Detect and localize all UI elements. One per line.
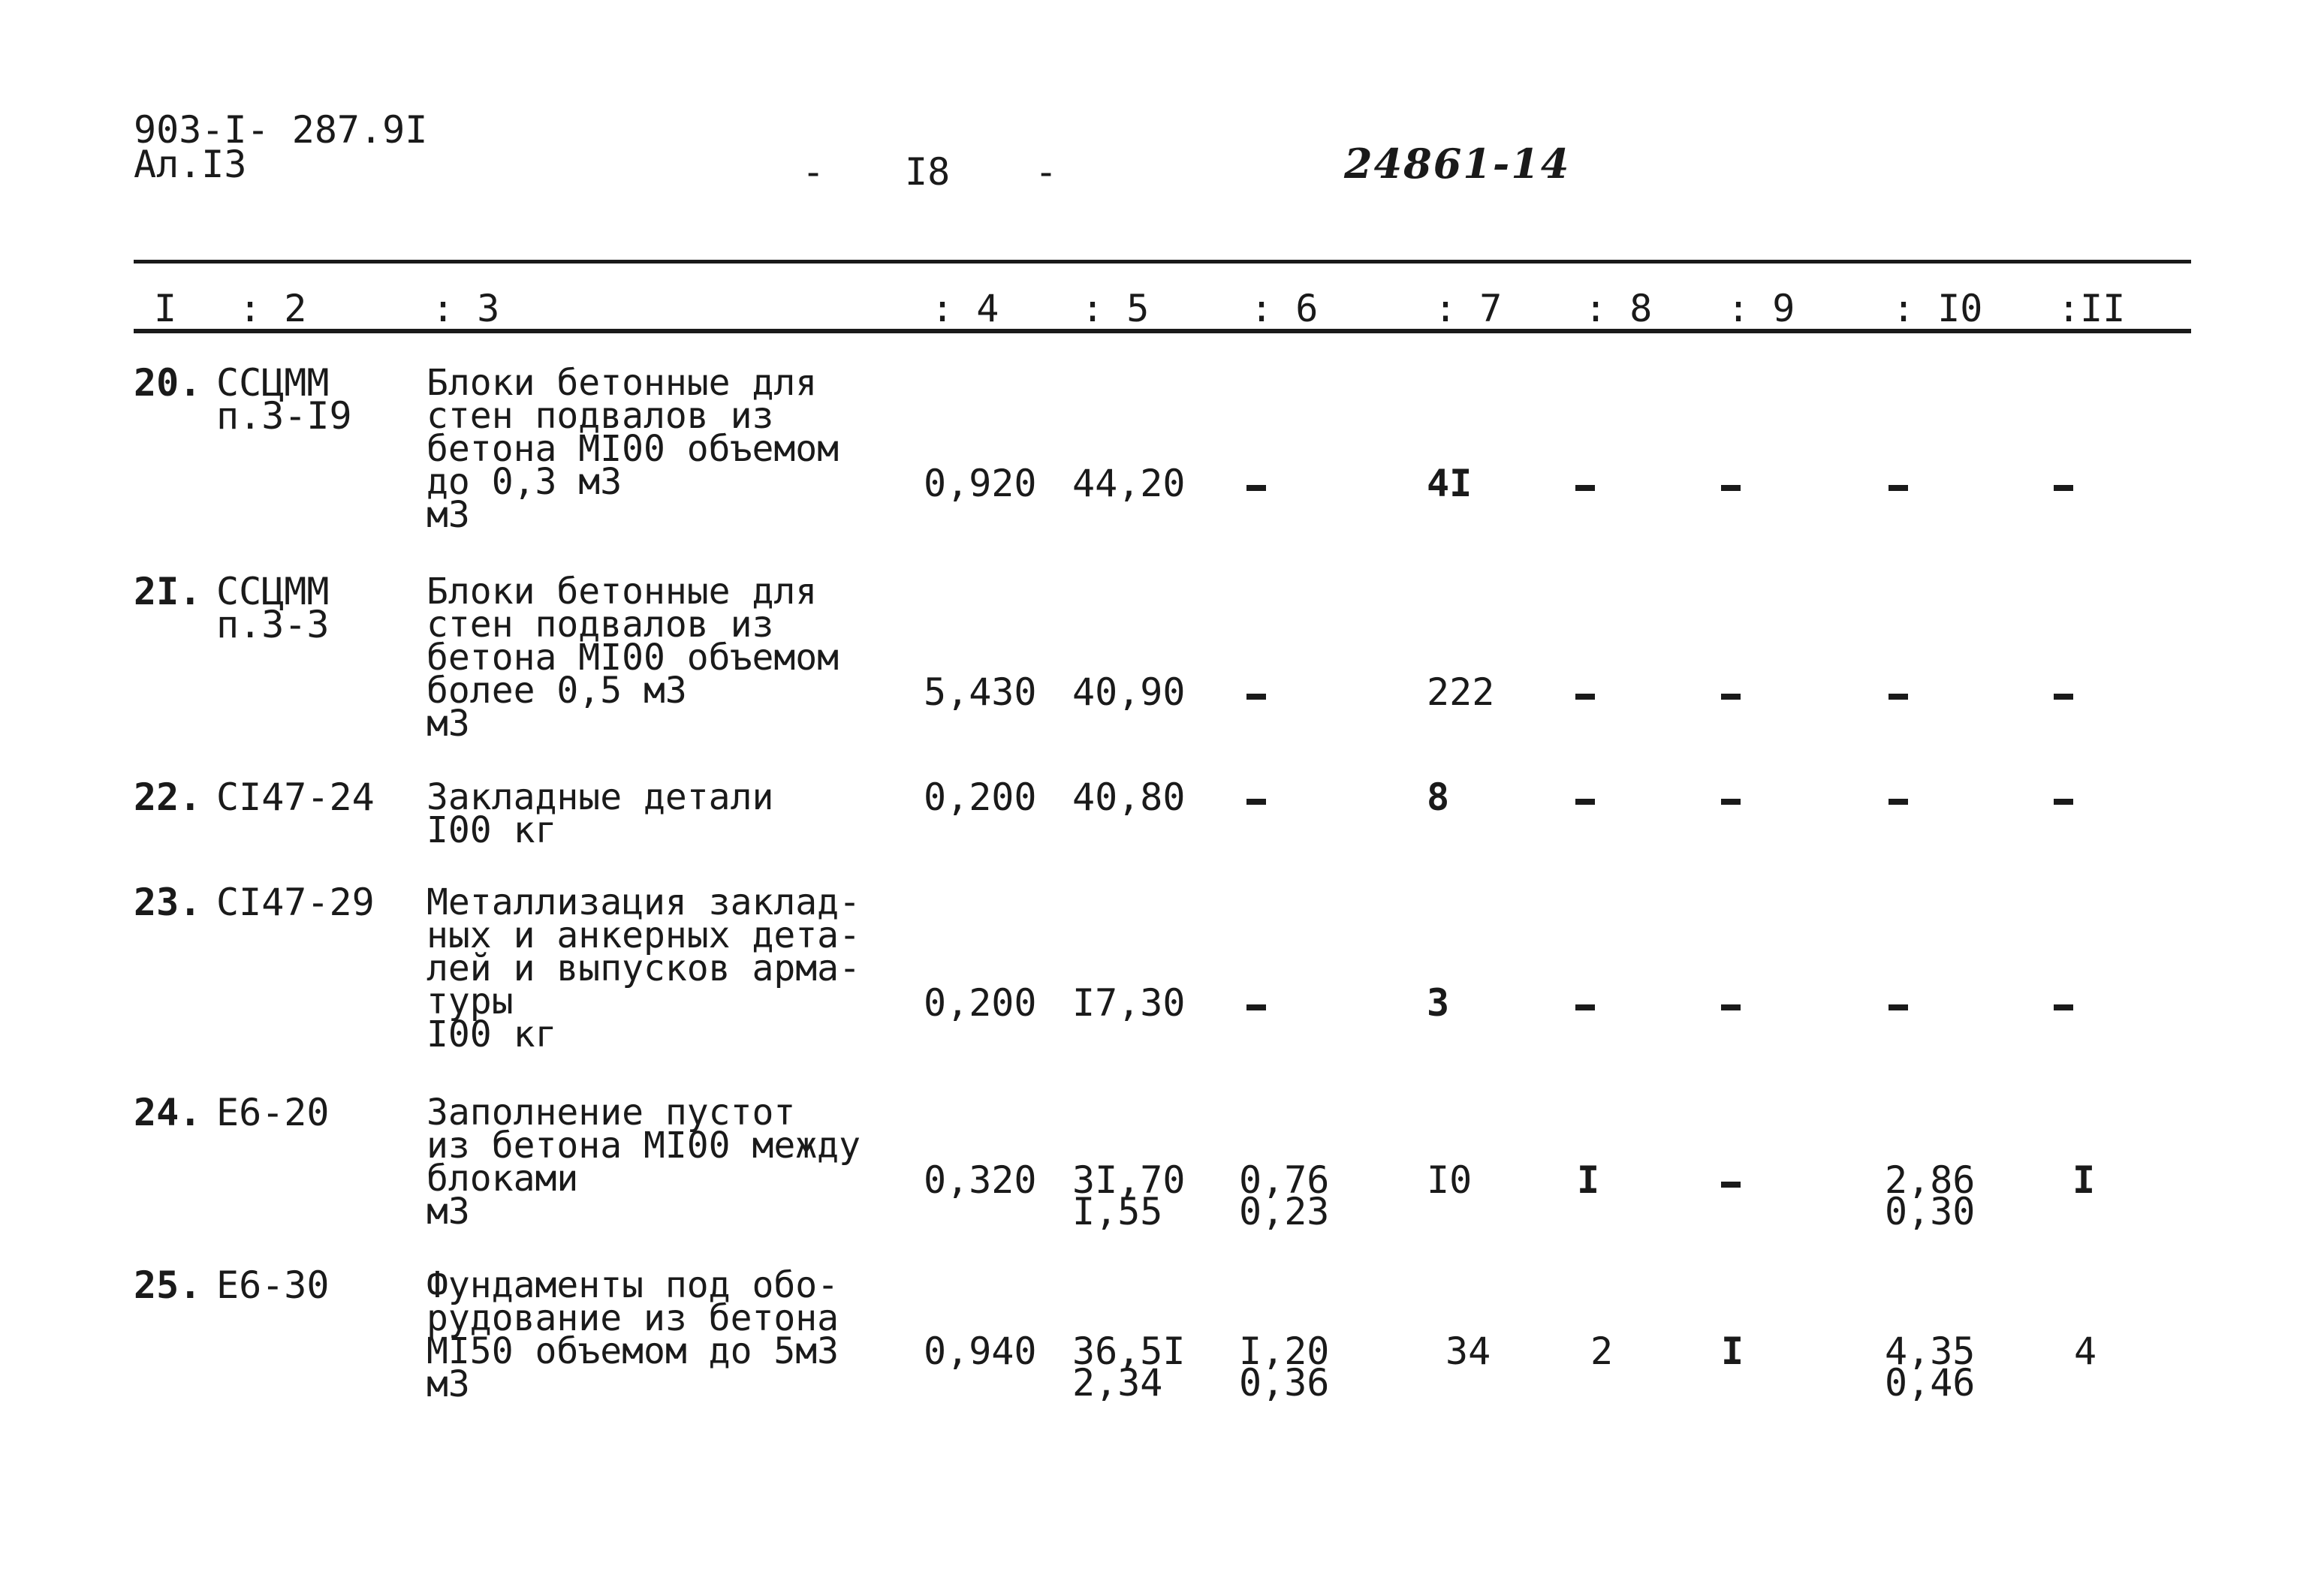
cell-col8: I: [1577, 1158, 1600, 1202]
cell-col7: 34: [1445, 1329, 1491, 1373]
row-description: I00 кг: [427, 1013, 557, 1055]
row-description: Блоки бетонные для: [427, 362, 818, 404]
cell-col6: I,20: [1239, 1329, 1330, 1373]
row-description: более 0,5 м3: [427, 670, 687, 712]
dash-col11: [2054, 1004, 2073, 1010]
cell-col5: 40,90: [1072, 670, 1186, 714]
dash-col10: [1889, 1004, 1908, 1010]
dash-col8: [1575, 799, 1595, 805]
dash-col9: [1721, 1004, 1741, 1010]
cell-col10: 0,30: [1885, 1190, 1976, 1233]
col-6: : 6: [1250, 287, 1319, 330]
col-3: : 3: [432, 287, 500, 330]
row-description: Заполнение пустот: [427, 1092, 796, 1134]
row-description: туры: [427, 980, 514, 1022]
row-number: 25.: [134, 1263, 202, 1307]
dash-col10: [1889, 485, 1908, 491]
cell-col7: 222: [1427, 670, 1495, 714]
cell-col4: 0,920: [924, 462, 1037, 505]
row-code: ССЦММ: [216, 361, 330, 405]
cell-col5: 3I,70: [1072, 1158, 1186, 1202]
page-dash-left: -: [802, 150, 825, 194]
cell-col11: 4: [2074, 1329, 2097, 1373]
row-description: рудование из бетона: [427, 1297, 840, 1339]
col-11: :II: [2057, 287, 2126, 330]
row-number: 22.: [134, 775, 202, 819]
row-description: Закладные детали: [427, 776, 774, 818]
dash-col6: [1246, 1004, 1266, 1010]
cell-col7: 4I: [1427, 462, 1473, 505]
col-2: : 2: [239, 287, 307, 330]
dash-col11: [2054, 485, 2073, 491]
row-description: ных и анкерных дета-: [427, 914, 861, 956]
row-code: ССЦММ: [216, 570, 330, 613]
cell-col4: 0,940: [924, 1329, 1037, 1373]
col-7: : 7: [1434, 287, 1503, 330]
cell-col6: 0,23: [1239, 1190, 1330, 1233]
row-code: Е6-30: [216, 1263, 330, 1307]
dash-col11: [2054, 799, 2073, 805]
row-code: п.3-I9: [216, 394, 352, 438]
row-description: Блоки бетонные для: [427, 571, 818, 613]
cell-col8: 2: [1590, 1329, 1614, 1373]
row-code: СI47-24: [216, 775, 375, 819]
page-number: I8: [905, 150, 951, 194]
col-9: : 9: [1727, 287, 1795, 330]
row-description: лей и выпусков арма-: [427, 947, 861, 989]
row-description: м3: [427, 494, 470, 536]
dash-col11: [2054, 694, 2073, 700]
cell-col7: 3: [1427, 981, 1450, 1025]
row-description: Металлизация заклад-: [427, 881, 861, 923]
row-description: до 0,3 м3: [427, 461, 622, 503]
dash-col6: [1246, 694, 1266, 700]
row-number: 23.: [134, 881, 202, 924]
cell-col5: I,55: [1072, 1190, 1163, 1233]
cell-col5: 40,80: [1072, 775, 1186, 819]
cell-col6: 0,36: [1239, 1361, 1330, 1405]
cell-col5: 2,34: [1072, 1361, 1163, 1405]
cell-col11: I: [2072, 1158, 2096, 1202]
dash-col10: [1889, 694, 1908, 700]
cell-col5: 44,20: [1072, 462, 1186, 505]
dash-col9: [1721, 485, 1741, 491]
cell-col10: 0,46: [1885, 1361, 1976, 1405]
row-description: из бетона МI00 между: [427, 1125, 861, 1167]
col-4: : 4: [931, 287, 999, 330]
row-code: Е6-20: [216, 1091, 330, 1134]
cell-col10: 2,86: [1885, 1158, 1976, 1202]
row-description: бетона МI00 объемом: [427, 428, 840, 470]
dash-col8: [1575, 1004, 1595, 1010]
cell-col9: I: [1721, 1329, 1744, 1373]
cell-col7: I0: [1427, 1158, 1473, 1202]
dash-col9: [1721, 1182, 1741, 1188]
row-description: м3: [427, 703, 470, 745]
dash-col9: [1721, 799, 1741, 805]
dash-col6: [1246, 799, 1266, 805]
cell-col4: 0,320: [924, 1158, 1037, 1202]
dash-col10: [1889, 799, 1908, 805]
page-dash-right: -: [1035, 150, 1058, 194]
cell-col4: 0,200: [924, 981, 1037, 1025]
row-description: м3: [427, 1191, 470, 1233]
cell-col5: 36,5I: [1072, 1329, 1186, 1373]
cell-col4: 0,200: [924, 775, 1037, 819]
row-number: 24.: [134, 1091, 202, 1134]
col-8: : 8: [1584, 287, 1653, 330]
sheet-number: Ал.I3: [134, 143, 247, 186]
dash-col8: [1575, 485, 1595, 491]
cell-col5: I7,30: [1072, 981, 1186, 1025]
document-code: 903-I- 287.9I: [134, 108, 428, 152]
top-rule: [134, 260, 2191, 263]
row-description: блоками: [427, 1158, 579, 1200]
col-10: : I0: [1892, 287, 1983, 330]
row-description: МI50 объемом до 5м3: [427, 1330, 840, 1372]
dash-col6: [1246, 485, 1266, 491]
cell-col4: 5,430: [924, 670, 1037, 714]
cell-col10: 4,35: [1885, 1329, 1976, 1373]
row-description: бетона МI00 объемом: [427, 637, 840, 679]
row-description: Фундаменты под обо-: [427, 1264, 840, 1306]
col-1: I: [154, 287, 177, 330]
row-number: 20.: [134, 361, 202, 405]
row-code: п.3-3: [216, 603, 330, 646]
dash-col9: [1721, 694, 1741, 700]
handwritten-number: 24861-14: [1344, 140, 1571, 188]
row-number: 2I.: [134, 570, 202, 613]
row-description: м3: [427, 1363, 470, 1405]
row-description: стен подвалов из: [427, 395, 774, 437]
cell-col6: 0,76: [1239, 1158, 1330, 1202]
row-description: стен подвалов из: [427, 604, 774, 646]
row-description: I00 кг: [427, 809, 557, 851]
col-5: : 5: [1081, 287, 1150, 330]
row-code: СI47-29: [216, 881, 375, 924]
dash-col8: [1575, 694, 1595, 700]
cell-col7: 8: [1427, 775, 1450, 819]
